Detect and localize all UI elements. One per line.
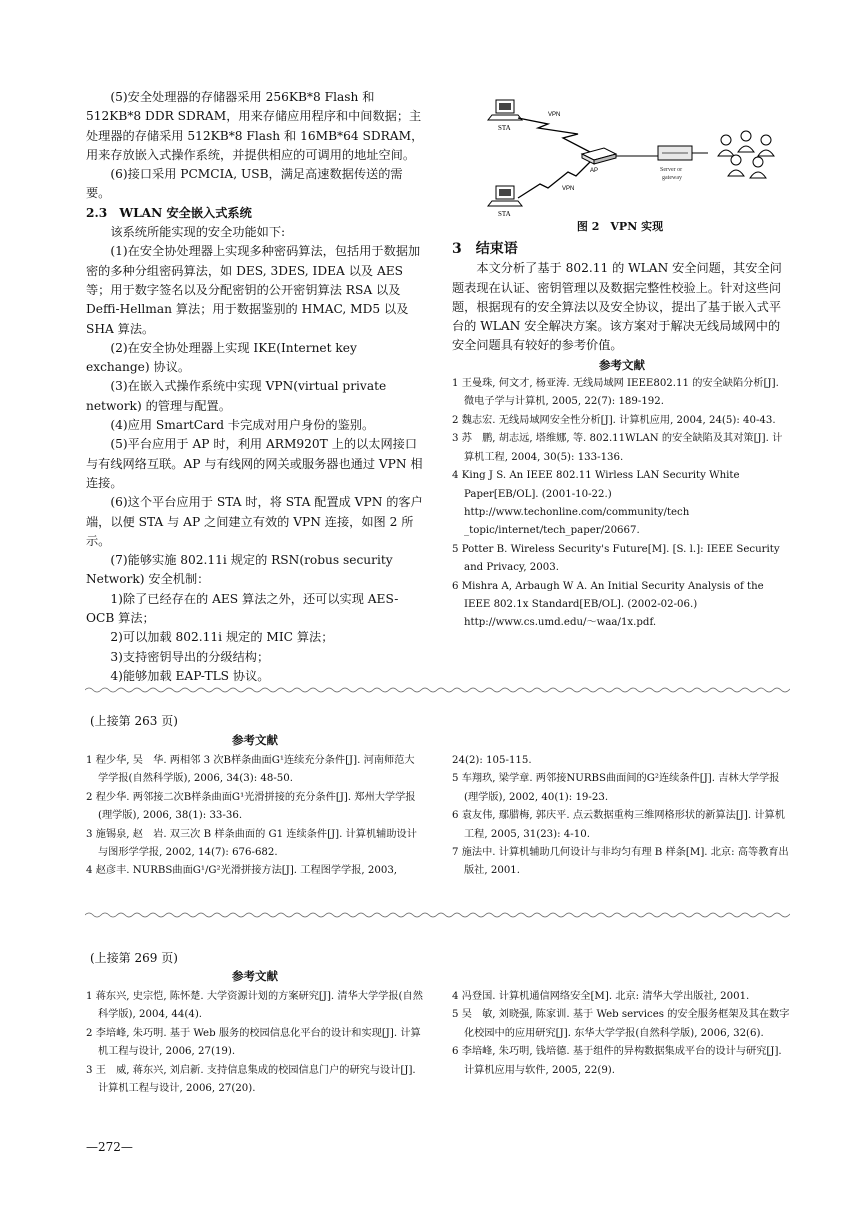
reference-item: 24(2): 105-115. bbox=[452, 755, 532, 766]
reference-item: 7 施法中. 计算机辅助几何设计与非均匀有理 B 样条[M]. 北京: 高等教育出版社, 2001. bbox=[452, 847, 789, 877]
users-icon bbox=[718, 131, 774, 178]
reference-item: 6 李培峰, 朱巧明, 钱培德. 基于组件的异构数据集成平台的设计与研究[J]. 计算机应用与软件, 2005, 22(9). bbox=[452, 1046, 782, 1076]
reference-item: 2 魏志宏. 无线局域网安全性分析[J]. 计算机应用, 2004, 24(5): 40-43. bbox=[452, 414, 776, 426]
sta-label: STA bbox=[498, 124, 511, 132]
reference-item: 1 程少华, 吴 华. 两相邻 3 次B样条曲面G¹连续充分条件[J]. 河南师范大学学报(自然科学版), 2006, 34(3): 48-50. bbox=[86, 755, 415, 785]
reference-list bbox=[452, 752, 792, 881]
vpn-diagram bbox=[478, 88, 818, 238]
reference-item: 3 施锡泉, 赵 岩. 双三次 B 样条曲面的 G1 连续条件[J]. 计算机辅助设计与图形学学报, 2002, 14(7): 676-682. bbox=[86, 828, 417, 859]
reference-list bbox=[452, 988, 792, 1080]
continued-from: (上接第 263 页) bbox=[90, 714, 178, 728]
sta-label: STA bbox=[498, 210, 511, 218]
reference-item: 4 King J S. An IEEE 802.11 Wirless LAN Security White Paper[EB/OL]. (2001-10-22.) http://www.techonline.com/community/tech _topic/internet/tech_paper/20667. bbox=[452, 470, 740, 537]
server-label: gateway bbox=[662, 175, 682, 181]
reference-list bbox=[86, 988, 424, 1098]
list-item: 3)支持密钥导出的分级结构； bbox=[110, 649, 270, 664]
reference-item: 2 李培峰, 朱巧明. 基于 Web 服务的校园信息化平台的设计和实现[J]. 计算机工程与设计, 2006, 27(19). bbox=[86, 1027, 421, 1058]
references-title: 参考文献 bbox=[232, 969, 278, 983]
list-item: 2)可以加载 802.11i 规定的 MIC 算法； bbox=[110, 630, 334, 645]
server-icon bbox=[658, 146, 692, 160]
reference-item: 4 冯登国. 计算机通信网络安全[M]. 北京: 清华大学出版社, 2001. bbox=[452, 991, 750, 1002]
paragraph: (6)这个平台应用于 STA 时，将 STA 配置成 VPN 的客户端，以便 STA 与 AP 之间建立有效的 VPN 连接，如图 2 所示。 bbox=[86, 495, 423, 548]
paragraph: (1)在安全协处理器上实现多种密码算法，包括用于数据加密的多种分组密码算法，如 DES, 3DES, IDEA 以及 AES 等；用于数字签名以及分配密钥的公开密钥算法 RSA 以及 Deffi-Hellman 算法；用于数据鉴别的 HMAC, MD5 以及 SHA 算法。 bbox=[86, 244, 421, 336]
vpn-label: VPN bbox=[562, 186, 575, 192]
reference-item: 3 王 威, 蒋东兴, 刘启新. 支持信息集成的校园信息门户的研究与设计[J]. 计算机工程与设计, 2006, 27(20). bbox=[86, 1064, 416, 1095]
ap-label: AP bbox=[590, 168, 599, 174]
reference-item: 6 Mishra A, Arbaugh W A. An Initial Security Analysis of the IEEE 802.1x Standard[EB/OL]. (2002-02-06.) http://www.cs.umd.edu/～waa/1x.pdf. bbox=[452, 580, 764, 629]
wavy-divider bbox=[85, 686, 790, 694]
computer-icon bbox=[488, 186, 522, 206]
reference-list bbox=[86, 752, 424, 881]
reference-item: 5 吴 敏, 刘晓强, 陈家训. 基于 Web services 的安全服务框架及其在数字化校园中的应用研究[J]. 东华大学学报(自然科学版), 2006, 32(6). bbox=[452, 1009, 790, 1039]
computer-icon bbox=[488, 100, 522, 120]
reference-item: 1 蒋东兴, 史宗恺, 陈怀楚. 大学资源计划的方案研究[J]. 清华大学学报(自然科学版), 2004, 44(4). bbox=[86, 991, 423, 1021]
reference-item: 1 王曼珠, 何文才, 杨亚涛. 无线局域网 IEEE802.11 的安全缺陷分析[J]. 微电子学与计算机, 2005, 22(7): 189-192. bbox=[452, 378, 779, 408]
paragraph: (3)在嵌入式操作系统中实现 VPN(virtual private network) 的管理与配置。 bbox=[86, 379, 387, 413]
vpn-link-bottom bbox=[518, 162, 590, 198]
reference-item: 2 程少华. 两邻接二次B样条曲面G¹光滑拼接的充分条件[J]. 郑州大学学报(理学版), 2006, 38(1): 33-36. bbox=[86, 791, 416, 822]
left-column bbox=[86, 88, 424, 686]
reference-item: 5 车翔玖, 梁学章. 两邻接NURBS曲面间的G²连续条件[J]. 吉林大学学报(理学版), 2002, 40(1): 19-23. bbox=[452, 773, 780, 803]
reference-item: 6 袁友伟, 鄢腊梅, 郭庆平. 点云数据重构三维网格形状的新算法[J]. 计算机工程, 2005, 31(23): 4-10. bbox=[452, 810, 785, 840]
paragraph: (6)接口采用 PCMCIA, USB，满足高速数据传送的需要。 bbox=[86, 167, 403, 201]
paragraph: (4)应用 SmartCard 卡完成对用户身份的鉴别。 bbox=[110, 418, 375, 433]
page-number: —272— bbox=[86, 1140, 133, 1154]
paragraph: (7)能够实施 802.11i 规定的 RSN(robus security Network) 安全机制： bbox=[86, 553, 393, 587]
references-title: 参考文献 bbox=[232, 733, 278, 747]
reference-item: 3 苏 鹏, 胡志远, 塔维娜, 等. 802.11WLAN 的安全缺陷及其对策[J]. 计算机工程, 2004, 30(5): 133-136. bbox=[452, 433, 783, 463]
vpn-label: VPN bbox=[548, 112, 561, 118]
reference-item: 5 Potter B. Wireless Security's Future[M]. [S. l.]: IEEE Security and Privacy, 2003. bbox=[452, 543, 780, 574]
paragraph: 该系统所能实现的安全功能如下: bbox=[110, 225, 286, 240]
figure-caption: 图 2 VPN 实现 bbox=[576, 220, 664, 233]
reference-item: 4 赵彦丰. NURBS曲面G¹/G²光滑拼接方法[J]. 工程图学学报, 2003, bbox=[86, 865, 398, 877]
list-item: 4)能够加载 EAP-TLS 协议。 bbox=[110, 668, 270, 683]
paragraph: (5)平台应用于 AP 时，利用 ARM920T 上的以太网接口与有线网络互联。AP 与有线网的网关或服务器也通过 VPN 相连接。 bbox=[86, 437, 423, 490]
right-column bbox=[452, 240, 792, 633]
vpn-link-top bbox=[518, 118, 590, 152]
references-title: 参考文献 bbox=[599, 357, 645, 372]
reference-list bbox=[452, 375, 792, 633]
paragraph: (2)在安全协处理器上实现 IKE(Internet key exchange) 协议。 bbox=[86, 340, 357, 375]
paragraph: 本文分析了基于 802.11 的 WLAN 安全问题，其安全问题表现在认证、密钥管理以及数据完整性校验上。针对这些问题，根据现有的安全算法以及安全协议，提出了基于嵌入式平台的 WLAN 安全解决方案。该方案对于解决无线局域网中的安全问题具有较好的参考价值。 bbox=[452, 261, 782, 353]
paragraph: (5)安全处理器的存储器采用 256KB*8 Flash 和 512KB*8 DDR SDRAM，用来存储应用程序和中间数据；主处理器的存储采用 512KB*8 Flash 和 16MB*64 SDRAM，用来存放嵌入式操作系统，并提供相应的可调用的地址空间。 bbox=[86, 90, 424, 162]
server-label: Server or bbox=[660, 167, 683, 173]
section-heading: 2.3 WLAN 安全嵌入式系统 bbox=[86, 205, 252, 220]
continued-from: (上接第 269 页) bbox=[90, 951, 178, 965]
list-item: 1)除了已经存在的 AES 算法之外，还可以实现 AES-OCB 算法； bbox=[86, 591, 399, 626]
wavy-divider bbox=[85, 911, 790, 919]
section-heading: 3 结束语 bbox=[452, 241, 518, 257]
